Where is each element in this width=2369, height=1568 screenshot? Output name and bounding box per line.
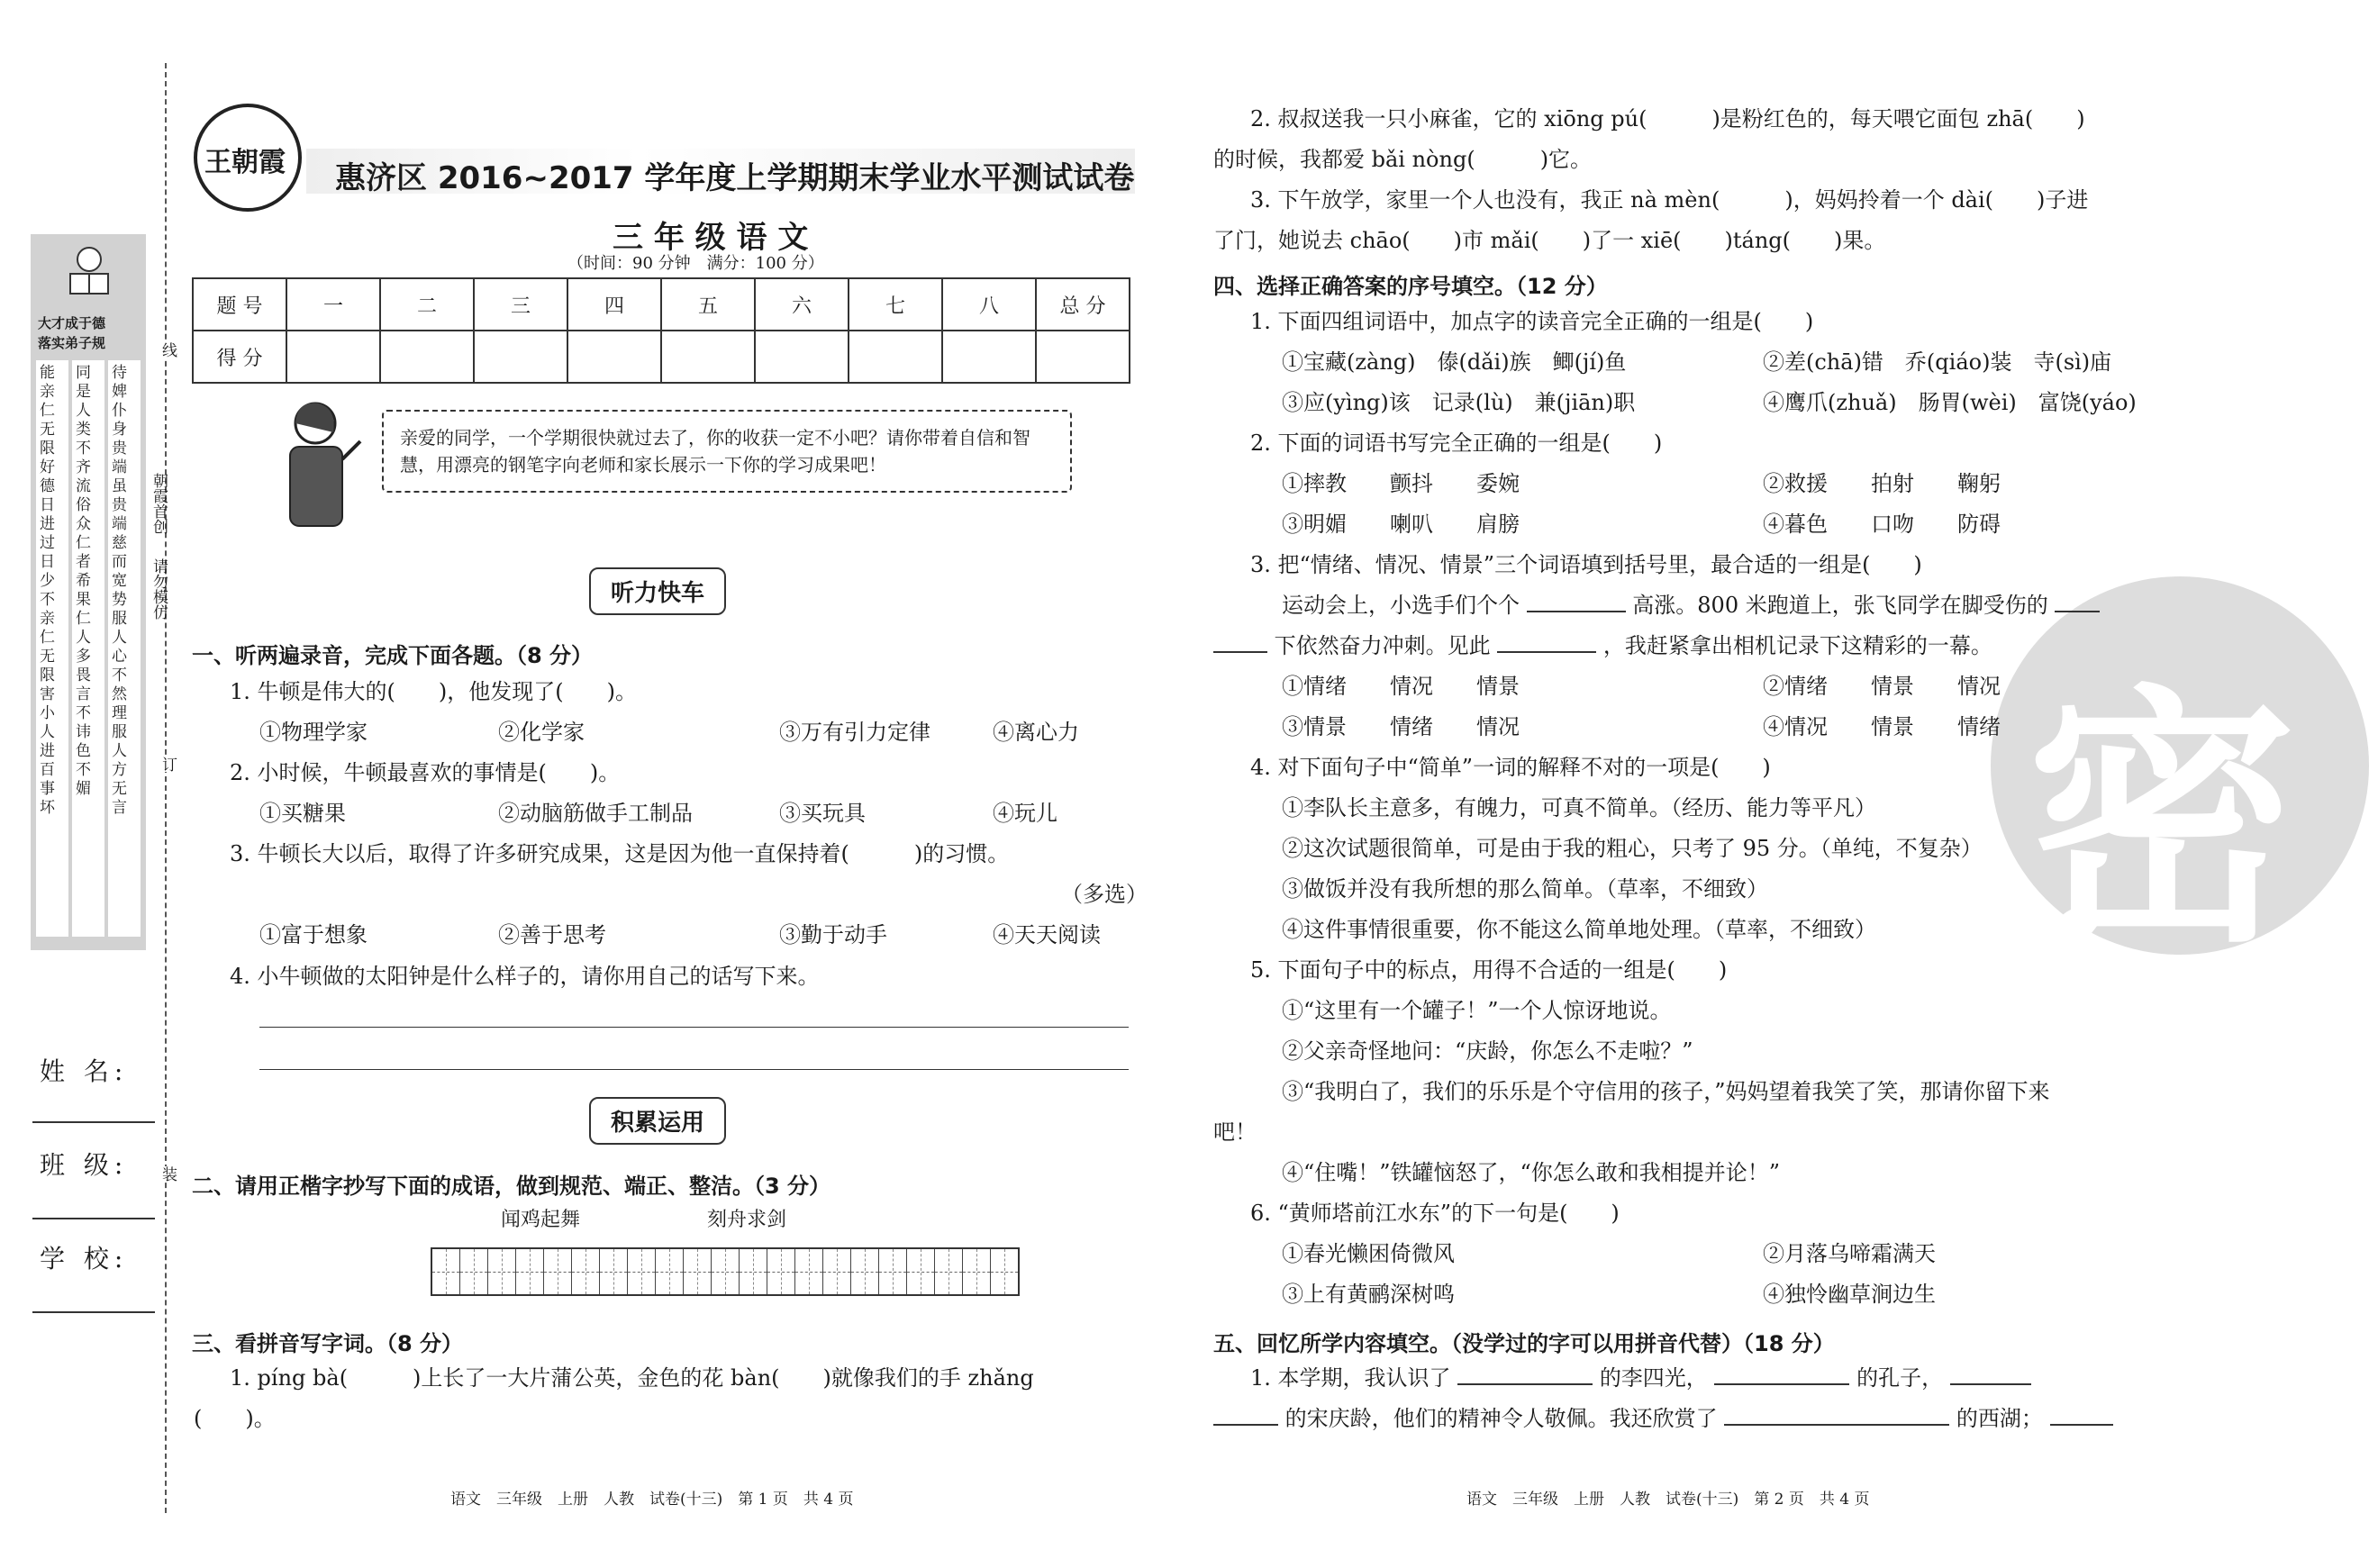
section-2-heading: 二、请用正楷字抄写下面的成语，做到规范、端正、整洁。（3 分） <box>192 1174 831 1199</box>
fill-blank[interactable] <box>1950 1383 2031 1385</box>
section-banner-listening: 听力快车 <box>589 567 726 615</box>
exam-title: 惠济区 2016~2017 学年度上学期期末学业水平测试试卷 <box>335 160 1135 196</box>
sidebar-verse-col2: 同是人类不齐流俗众仁者希果仁人多畏言不讳色不媚 <box>76 364 91 798</box>
fill-text: 的孔子， <box>1856 1365 1944 1391</box>
option[interactable]: ④“住嘴！”铁罐恼怒了，“你怎么敢和我相提并论！” <box>1282 1160 1781 1185</box>
teacher-illustration-icon <box>270 396 369 531</box>
brand-logo-text: 王朝霞 <box>204 147 286 178</box>
intro-message: 亲爱的同学，一个学期很快就过去了，你的收获一定不小吧？请你带着自信和智慧，用漂亮的钢笔字向老师和家长展示一下你的学习成果吧！ <box>382 410 1072 493</box>
question-1-2: 2. 小时候，牛顿最喜欢的事情是( )。 <box>230 760 621 785</box>
fill-blank[interactable] <box>2055 611 2100 612</box>
class-field[interactable] <box>32 1218 155 1219</box>
sidebar-verse-col1: 能亲仁无限好德日进过日少不亲仁无限害小人进百事坏 <box>40 364 55 817</box>
option[interactable]: ③应(yìng)该 记录(lù) 兼(jiān)职 <box>1282 390 1636 415</box>
fill-text: 1. 本学期，我认识了 <box>1250 1365 1451 1391</box>
option[interactable]: ①摔教 颤抖 委婉 <box>1282 471 1520 496</box>
option[interactable]: ①情绪 情况 情景 <box>1282 674 1520 699</box>
answer-line[interactable] <box>259 1027 1129 1028</box>
sidebar-verse-col3: 待婢仆身贵端虽贵端慈而宽势服人心不然理服人方无言 <box>112 364 127 817</box>
option[interactable]: ②情绪 情景 情况 <box>1763 674 2001 699</box>
binding-mark-staple: 装 <box>159 1166 177 1182</box>
option[interactable]: ②善于思考 <box>498 922 606 947</box>
pinyin-question-2-cont: 的时候，我都爱 bǎi nòng( )它。 <box>1213 147 1593 172</box>
option[interactable]: ①“这里有一个罐子！”一个人惊讶地说。 <box>1282 998 1672 1023</box>
confidential-stamp <box>1991 576 2369 978</box>
score-cell[interactable] <box>474 331 567 383</box>
score-cell[interactable] <box>755 331 849 383</box>
option[interactable]: ③“我明白了，我们的乐乐是个守信用的孩子，”妈妈望着我笑了笑，那请你留下来 <box>1282 1079 2050 1104</box>
stamp-glyph: 密 <box>2027 664 2297 978</box>
section-banner-accumulation: 积累运用 <box>589 1097 726 1145</box>
student-reading-icon <box>58 243 121 306</box>
choice-question-6: 6. “黄师塔前江水东”的下一句是( ) <box>1250 1201 1620 1226</box>
option[interactable]: ④这件事情很重要，你不能这么简单地处理。（草率，不细致） <box>1282 917 1876 942</box>
fill-blank[interactable] <box>1457 1383 1593 1385</box>
pinyin-question-1-cont: ( )。 <box>194 1406 276 1431</box>
option[interactable]: ③勤于动手 <box>779 922 887 947</box>
question-1-3: 3. 牛顿长大以后，取得了许多研究成果，这是因为他一直保持着( )的习惯。 <box>230 841 1010 866</box>
option[interactable]: ①宝藏(zàng) 傣(dǎi)族 鲫(jí)鱼 <box>1282 349 1627 375</box>
choice-question-3-text-cont <box>1213 626 1992 666</box>
recall-question-1-cont <box>1213 1399 2113 1439</box>
option[interactable]: ②这次试题很简单，可是由于我的粗心，只考了 95 分。（单纯，不复杂） <box>1282 836 1983 861</box>
fill-blank[interactable] <box>1714 1383 1849 1385</box>
option[interactable]: ③上有黄鹂深树鸣 <box>1282 1282 1455 1307</box>
pinyin-question-2: 2. 叔叔送我一只小麻雀，它的 xiōng pú( )是粉红色的，每天喂它面包 zhā( ) <box>1250 106 2085 131</box>
score-header-cell: 四 <box>567 278 661 331</box>
class-label: 班 级: <box>40 1150 129 1180</box>
binding-mark-no-copy: 请勿模仿 <box>150 558 168 620</box>
score-header-cell: 六 <box>755 278 849 331</box>
option[interactable]: ①物理学家 <box>259 720 368 745</box>
idiom-1: 闻鸡起舞 <box>501 1209 581 1231</box>
fill-blank[interactable] <box>1527 611 1626 612</box>
school-field[interactable] <box>32 1311 155 1313</box>
choice-question-5: 5. 下面句子中的标点，用得不合适的一组是( ) <box>1250 957 1728 983</box>
score-table-header-row <box>193 278 1130 331</box>
option[interactable]: ②化学家 <box>498 720 585 745</box>
option[interactable]: ③做饭并没有我所想的那么简单。（草率，不细致） <box>1282 876 1768 902</box>
fill-text: 的宋庆龄，他们的精神令人敬佩。我还欣赏了 <box>1284 1406 1718 1431</box>
score-header-cell: 五 <box>661 278 755 331</box>
score-header-cell: 一 <box>286 278 380 331</box>
binding-line <box>165 63 167 1513</box>
score-header-cell: 二 <box>380 278 474 331</box>
option[interactable]: ①买糖果 <box>259 801 346 826</box>
score-table <box>192 277 1130 384</box>
option[interactable]: ④天天阅读 <box>993 922 1101 947</box>
fill-text: 的西湖； <box>1956 1406 2043 1431</box>
score-cell[interactable] <box>380 331 474 383</box>
exam-subject: 三 年 级 语 文 <box>613 220 809 256</box>
score-cell[interactable] <box>1036 331 1130 383</box>
section-1-heading: 一、听两遍录音，完成下面各题。（8 分） <box>192 643 594 668</box>
option[interactable]: ③明媚 喇叭 肩膀 <box>1282 512 1520 537</box>
score-row-label: 得 分 <box>193 331 286 383</box>
option[interactable]: ③情景 情绪 情况 <box>1282 714 1520 739</box>
fill-blank[interactable] <box>2050 1424 2113 1426</box>
score-cell[interactable] <box>661 331 755 383</box>
score-table-score-row <box>193 331 1130 383</box>
score-header-cell: 总 分 <box>1036 278 1130 331</box>
choice-question-3-text <box>1282 585 2100 626</box>
score-header-cell: 三 <box>474 278 567 331</box>
choice-question-4: 4. 对下面句子中“简单”一词的解释不对的一项是( ) <box>1250 755 1771 780</box>
score-cell[interactable] <box>942 331 1036 383</box>
exam-time-info: （时间：90 分钟 满分：100 分） <box>567 254 824 273</box>
sidebar-panel <box>31 234 146 950</box>
score-header-cell: 七 <box>849 278 942 331</box>
option[interactable]: ④鹰爪(zhuǎ) 肠胃(wèi) 富饶(yáo) <box>1763 390 2137 415</box>
page-footer-left: 语文 三年级 上册 人教 试卷(十三) 第 1 页 共 4 页 <box>450 1491 854 1509</box>
option-cont: 吧！ <box>1213 1119 1257 1145</box>
option[interactable]: ①李队长主意多，有魄力，可真不简单。（经历、能力等平凡） <box>1282 795 1876 820</box>
fill-text: 运动会上，小选手们个个 <box>1282 593 1520 618</box>
choice-question-2: 2. 下面的词语书写完全正确的一组是( ) <box>1250 431 1663 456</box>
question-1-1: 1. 牛顿是伟大的( )，他发现了( )。 <box>230 679 637 704</box>
writing-grid[interactable] <box>431 1247 1020 1296</box>
question-1-4: 4. 小牛顿做的太阳钟是什么样子的，请你用自己的话写下来。 <box>230 964 820 989</box>
answer-line[interactable] <box>259 1069 1129 1070</box>
page-footer-right: 语文 三年级 上册 人教 试卷(十三) 第 2 页 共 4 页 <box>1466 1491 1870 1509</box>
fill-blank[interactable] <box>1213 1424 1278 1426</box>
fill-text: 下依然奋力冲刺。见此 <box>1274 633 1491 658</box>
pinyin-question-3-cont: 了门，她说去 chāo( )市 mǎi( )了一 xiē( )táng( )果。 <box>1213 228 1886 253</box>
section-5-heading: 五、回忆所学内容填空。（没学过的字可以用拼音代替）（18 分） <box>1213 1331 1835 1356</box>
binding-mark-bind: 订 <box>159 757 177 772</box>
option[interactable]: ①富于想象 <box>259 922 368 947</box>
school-label: 学 校: <box>40 1244 129 1273</box>
option[interactable]: ②差(chā)错 乔(qiáo)装 寺(sì)庙 <box>1763 349 2112 375</box>
option[interactable]: ④情况 情景 情绪 <box>1763 714 2001 739</box>
option[interactable]: ④离心力 <box>993 720 1079 745</box>
binding-mark-original: 朝霞首创 <box>150 473 168 534</box>
option[interactable]: ②动脑筋做手工制品 <box>498 801 693 826</box>
brand-logo <box>194 104 302 212</box>
fill-text: 高涨。800 米跑道上，张飞同学在脚受伤的 <box>1632 593 2048 618</box>
fill-blank[interactable] <box>1497 651 1596 653</box>
pinyin-question-1: 1. píng bà( )上长了一大片蒲公英，金色的花 bàn( )就像我们的手 zhǎng <box>230 1365 1034 1391</box>
sidebar-motto-1: 大才成于德 <box>38 315 106 331</box>
option[interactable]: ③万有引力定律 <box>779 720 930 745</box>
fill-blank[interactable] <box>1213 651 1267 653</box>
option[interactable]: ④玩儿 <box>993 801 1057 826</box>
option[interactable]: ③买玩具 <box>779 801 866 826</box>
fill-blank[interactable] <box>1724 1424 1949 1426</box>
option[interactable]: ②救援 拍射 鞠躬 <box>1763 471 2001 496</box>
score-header-cell: 题 号 <box>193 278 286 331</box>
option[interactable]: ④独怜幽草涧边生 <box>1763 1282 1936 1307</box>
option[interactable]: ④暮色 口吻 防碍 <box>1763 512 2001 537</box>
choice-question-3: 3. 把“情绪、情况、情景”三个词语填到括号里，最合适的一组是( ) <box>1250 552 1922 577</box>
section-3-heading: 三、看拼音写字词。（8 分） <box>192 1331 464 1356</box>
option[interactable]: ②月落乌啼霜满天 <box>1763 1241 1936 1266</box>
choice-question-1: 1. 下面四组词语中，加点字的读音完全正确的一组是( ) <box>1250 309 1814 334</box>
name-label: 姓 名: <box>40 1056 129 1086</box>
section-4-heading: 四、选择正确答案的序号填空。（12 分） <box>1213 274 1608 299</box>
multi-select-note: （多选） <box>1061 882 1148 907</box>
fill-text: ，我赶紧拿出相机记录下这精彩的一幕。 <box>1602 633 1992 658</box>
binding-mark-line: 线 <box>159 342 177 358</box>
option[interactable]: ②父亲奇怪地问：“庆龄，你怎么不走啦？” <box>1282 1038 1693 1064</box>
score-cell[interactable] <box>849 331 942 383</box>
name-field[interactable] <box>32 1121 155 1123</box>
option[interactable]: ①春光懒困倚微风 <box>1282 1241 1455 1266</box>
idiom-2: 刻舟求剑 <box>707 1209 787 1231</box>
score-header-cell: 八 <box>942 278 1036 331</box>
score-cell[interactable] <box>286 331 380 383</box>
recall-question-1 <box>1250 1358 2031 1399</box>
fill-text: 的李四光， <box>1599 1365 1708 1391</box>
sidebar-motto-2: 落实弟子规 <box>38 335 106 351</box>
pinyin-question-3: 3. 下午放学，家里一个人也没有，我正 nà mèn( )，妈妈拎着一个 dài( )子进 <box>1250 187 2089 213</box>
score-cell[interactable] <box>567 331 661 383</box>
